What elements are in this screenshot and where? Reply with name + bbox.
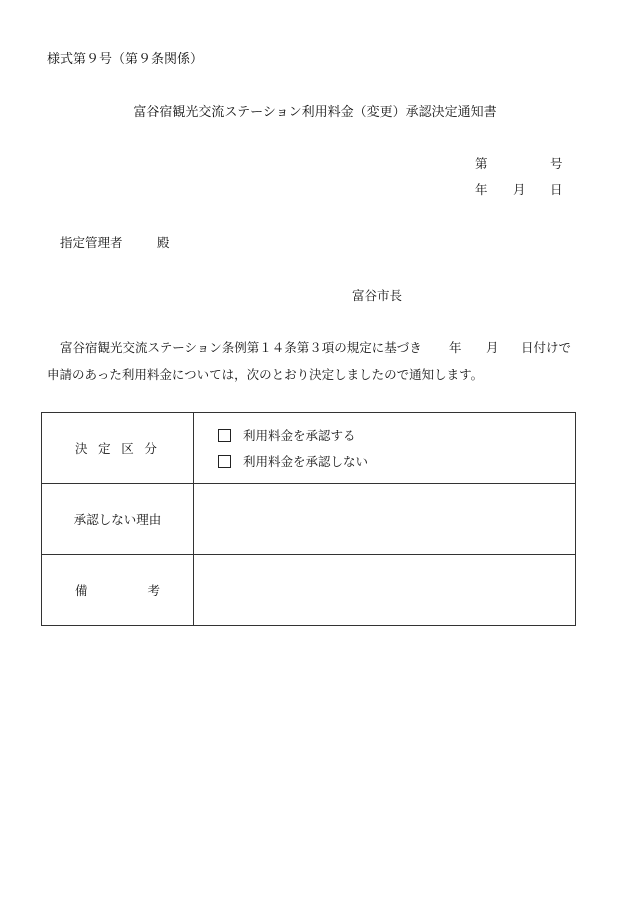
option-approve[interactable] xyxy=(194,422,575,448)
recipient-name: 指定管理者 xyxy=(60,235,123,250)
decision-label: 決定区分 xyxy=(74,441,168,456)
reason-label-cell xyxy=(42,484,194,555)
table-row-remarks xyxy=(42,555,576,626)
reason-label: 承認しない理由 xyxy=(73,512,162,527)
recipient-honorific: 殿 xyxy=(157,235,170,250)
form-number: 様式第９号（第９条関係） xyxy=(47,52,204,67)
body-year-label: 年 xyxy=(449,340,462,355)
option-approve-label: 利用料金を承認する xyxy=(243,428,356,443)
table-row-reason xyxy=(42,484,576,555)
date-day-label: 日 xyxy=(550,182,563,197)
remarks-label-right: 考 xyxy=(147,583,160,598)
issuer-name: 富谷市長 xyxy=(352,288,403,303)
decision-options-cell xyxy=(194,413,576,484)
reason-value-cell[interactable] xyxy=(194,484,576,555)
document-title: 富谷宿観光交流ステーション利用料金（変更）承認決定通知書 xyxy=(133,105,497,120)
date-month-label: 月 xyxy=(513,182,526,197)
body-day-label: 日付けで xyxy=(521,340,572,355)
body-text-line2: 申請のあった利用料金については，次のとおり決定しましたので通知します。 xyxy=(47,367,484,382)
checkbox-icon[interactable] xyxy=(218,455,231,468)
decision-table xyxy=(41,412,576,626)
remarks-label xyxy=(42,581,193,599)
table-row-decision xyxy=(42,413,576,484)
doc-number-prefix: 第 xyxy=(475,156,488,171)
body-month-label: 月 xyxy=(486,340,499,355)
remarks-label-cell xyxy=(42,555,194,626)
date-year-label: 年 xyxy=(475,182,488,197)
body-text-line1: 富谷宿観光交流ステーション条例第１４条第３項の規定に基づき xyxy=(60,340,422,355)
remarks-value-cell[interactable] xyxy=(194,555,576,626)
checkbox-icon[interactable] xyxy=(218,429,231,442)
remarks-label-left: 備 xyxy=(75,583,88,598)
decision-label-cell xyxy=(42,413,194,484)
doc-number-suffix: 号 xyxy=(550,156,563,171)
option-reject[interactable] xyxy=(194,448,575,474)
option-reject-label: 利用料金を承認しない xyxy=(243,454,369,469)
